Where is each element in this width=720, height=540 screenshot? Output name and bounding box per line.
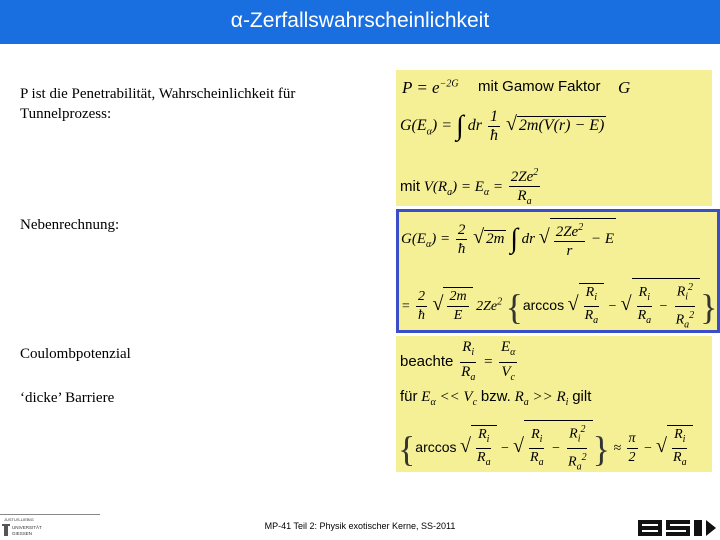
gamow-label: mit Gamow Faktor <box>478 78 601 95</box>
coulomb-label: Coulombpotenzial <box>20 346 131 362</box>
arccos-label-2: arccos <box>415 439 457 456</box>
svg-text:UNIVERSITÄT: UNIVERSITÄT <box>12 525 42 530</box>
nebenrechnung-label: Nebenrechnung: <box>20 217 120 233</box>
gamow-formula: $P = e^{-2G}$ <box>402 78 459 97</box>
gamow-panel <box>396 70 712 206</box>
beachte-formula: beachte $\frac{R_i}{R_a}$ = $\frac{E_\alpha}{V_c}$ <box>400 339 516 383</box>
svg-text:GIESSEN: GIESSEN <box>12 531 33 536</box>
G-result-formula: = $\frac{2}{ħ}$ √ $\frac{2m}{E}$ 2Ze$^2$ {arccos √ $\frac{R_i}{R_a}$ − √ $\frac{R_i}{R_a}$ − $\frac{R_i^2}{R_a^2}$ } <box>401 278 717 335</box>
condition-formula: für $E_\alpha << V_c$ bzw. $R_a >> R_i$ gilt <box>400 388 592 408</box>
svg-text:JUSTUS-LIEBIG: JUSTUS-LIEBIG <box>4 517 34 522</box>
nebenrechnung-panel <box>396 209 720 333</box>
gsi-logo <box>638 518 716 538</box>
approx-formula: {arccos √ $\frac{R_i}{R_a}$ − √ $\frac{R_i}{R_a}$ − $\frac{R_i^2}{R_a^2}$ } ≈ $\frac{\pi}{2}$ − √ $\frac{R_i}{R_a}$ <box>398 420 693 477</box>
bzw-label: bzw. <box>480 388 511 405</box>
V-Ra-formula: mit $V(R_a) = E_\alpha$ = $\frac{2Ze^2}{R_a}$ <box>400 164 542 211</box>
arccos-label-1: arccos <box>522 297 565 314</box>
G-integral-formula: $G(E_\alpha)$ = ∫ dr $\frac{1}{ħ}$ √ 2m(V(r) − E) <box>400 108 605 144</box>
gamow-G: G <box>618 78 631 97</box>
mit-label: mit <box>400 177 420 195</box>
title-bar <box>0 0 720 44</box>
footer-text: MP-41 Teil 2: Physik exotischer Kerne, SS-2011 <box>264 521 456 531</box>
gilt-label: gilt <box>572 388 592 405</box>
barriere-label: ‘dicke’ Barriere <box>20 390 115 406</box>
page-title: α-Zerfallswahrscheinlichkeit <box>230 9 490 32</box>
fuer-label: für <box>400 388 418 405</box>
beachte-label: beachte <box>400 352 454 370</box>
penetration-text: P ist die Penetrabilität, Wahrscheinlichkeit für Tunnelprozess: <box>20 86 296 122</box>
approx-panel <box>396 336 712 472</box>
G-expanded-formula: $G(E_\alpha)$ = $\frac{2}{ħ}$ √ 2m ∫ dr √ $\frac{2Ze^2}{r}$ − E <box>401 218 616 260</box>
